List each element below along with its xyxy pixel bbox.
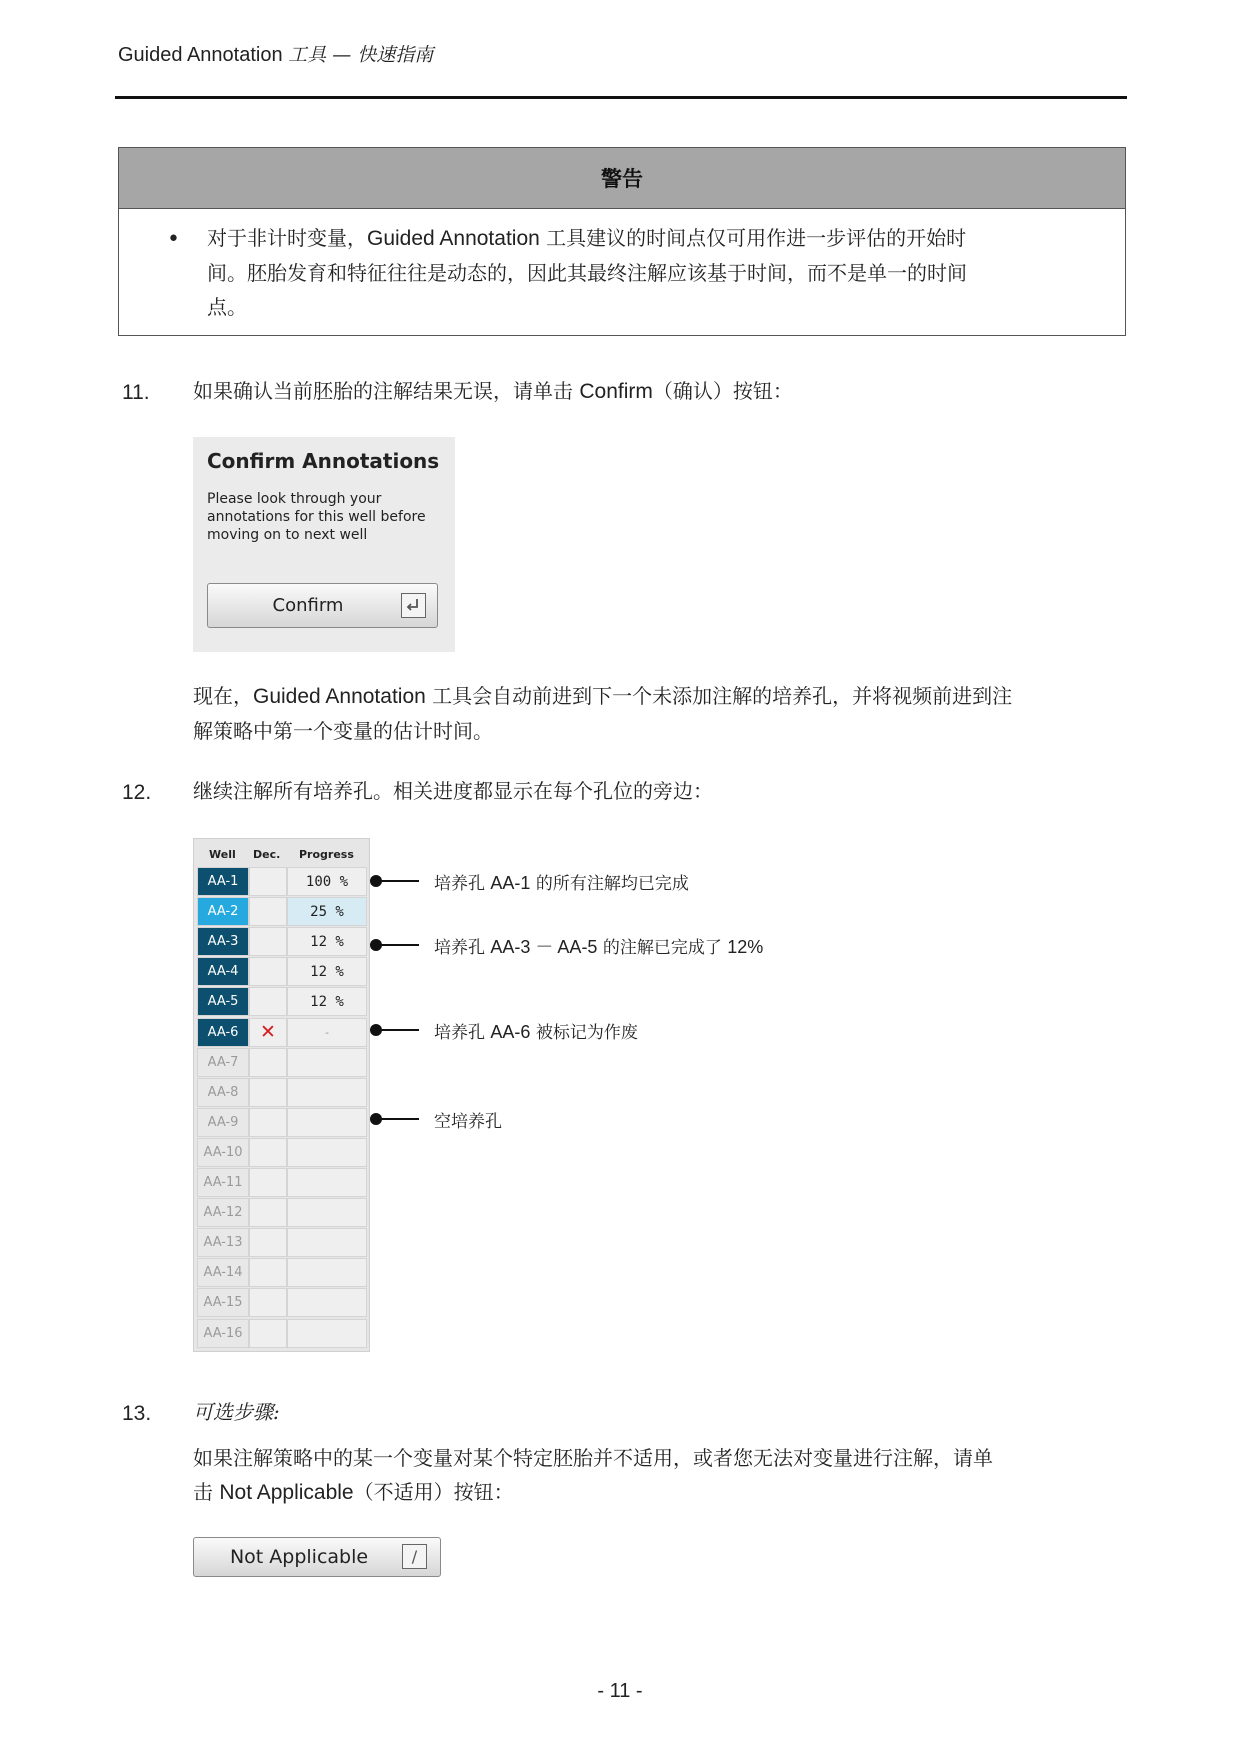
callout-aa6-discarded: 培养孔 AA-6 被标记为作废 <box>434 1022 638 1043</box>
progress-cell <box>287 1319 367 1348</box>
step-12-text: 继续注解所有培养孔。相关进度都显示在每个孔位的旁边： <box>193 779 713 803</box>
well-id-cell: AA-12 <box>197 1198 249 1227</box>
well-id-cell: AA-2 <box>197 897 249 926</box>
well-id-cell: AA-9 <box>197 1108 249 1137</box>
warning-line-1: 对于非计时变量，Guided Annotation 工具建议的时间点仅可用作进一步评估的开始时 <box>207 226 967 250</box>
well-id-cell: AA-10 <box>197 1138 249 1167</box>
well-id-cell: AA-14 <box>197 1258 249 1287</box>
callout-empty-wells: 空培养孔 <box>434 1112 502 1132</box>
dec-cell <box>249 867 287 896</box>
warning-body <box>119 209 1125 324</box>
dec-cell <box>249 1319 287 1348</box>
dec-cell <box>249 987 287 1016</box>
well-id-cell: AA-5 <box>197 987 249 1016</box>
well-row[interactable] <box>197 1018 367 1047</box>
dec-cell <box>249 957 287 986</box>
dec-cell <box>249 1138 287 1167</box>
well-row[interactable] <box>197 927 367 956</box>
dec-cell <box>249 1258 287 1287</box>
well-row[interactable] <box>197 1288 367 1317</box>
callout-aa1-complete: 培养孔 AA-1 的所有注解均已完成 <box>434 873 689 894</box>
warning-line-3: 点。 <box>207 295 247 319</box>
progress-cell: 12 % <box>287 987 367 1016</box>
column-header-progress: Progress <box>299 848 354 861</box>
dec-cell <box>249 897 287 926</box>
confirm-annotations-panel <box>193 437 455 652</box>
header-rule <box>115 96 1127 99</box>
progress-cell: 12 % <box>287 957 367 986</box>
not-applicable-button[interactable] <box>193 1537 441 1577</box>
progress-cell <box>287 1228 367 1257</box>
dec-cell <box>249 1048 287 1077</box>
progress-cell <box>287 1258 367 1287</box>
slash-key-icon: / <box>402 1544 427 1569</box>
dec-cell <box>249 1168 287 1197</box>
confirm-panel-title: Confirm Annotations <box>207 449 440 473</box>
progress-cell <box>287 1138 367 1167</box>
confirm-panel-description: Please look through your annotations for this well before moving on to next well <box>207 491 426 543</box>
well-row[interactable] <box>197 867 367 896</box>
well-row[interactable] <box>197 897 367 926</box>
callout-line <box>376 944 419 946</box>
discarded-x-icon: ✕ <box>249 1018 287 1047</box>
dec-cell <box>249 1288 287 1317</box>
step-12-number: 12. <box>122 781 152 804</box>
enter-key-icon <box>401 593 426 618</box>
confirm-button[interactable] <box>207 583 438 628</box>
step-13-text: 如果注解策略中的某一个变量对某个特定胚胎并不适用，或者您无法对变量进行注解，请单 击 Not Applicable（不适用）按钮： <box>193 1446 993 1504</box>
step-13-number: 13. <box>122 1402 152 1425</box>
callout-line <box>376 880 419 882</box>
column-header-well: Well <box>209 848 236 861</box>
well-id-cell: AA-6 <box>197 1018 249 1047</box>
page-number: - 11 - <box>597 1680 643 1702</box>
well-id-cell: AA-13 <box>197 1228 249 1257</box>
well-row[interactable] <box>197 1108 367 1137</box>
well-id-cell: AA-7 <box>197 1048 249 1077</box>
progress-cell <box>287 1078 367 1107</box>
well-id-cell: AA-8 <box>197 1078 249 1107</box>
well-row[interactable] <box>197 1048 367 1077</box>
well-row[interactable] <box>197 1198 367 1227</box>
progress-cell <box>287 1108 367 1137</box>
well-row[interactable] <box>197 1228 367 1257</box>
well-row[interactable] <box>197 957 367 986</box>
confirm-button-label: Confirm <box>272 595 344 616</box>
dec-cell <box>249 927 287 956</box>
progress-cell <box>287 1198 367 1227</box>
warning-line-2: 间。胚胎发育和特征往往是动态的，因此其最终注解应该基于时间，而不是单一的时间 <box>207 261 967 285</box>
progress-cell <box>287 1048 367 1077</box>
warning-heading: 警告 <box>119 148 1125 209</box>
step-11-number: 11. <box>122 381 150 404</box>
dec-cell <box>249 1198 287 1227</box>
warning-box <box>118 147 1126 336</box>
callout-aa3-aa5-progress: 培养孔 AA-3 － AA-5 的注解已完成了 12% <box>434 937 764 958</box>
well-progress-table <box>193 838 370 1352</box>
callout-line <box>376 1029 419 1031</box>
progress-cell: 100 % <box>287 867 367 896</box>
step-11-text: 如果确认当前胚胎的注解结果无误，请单击 Confirm（确认）按钮： <box>193 379 793 403</box>
bullet-icon: • <box>167 227 180 252</box>
dec-cell <box>249 1078 287 1107</box>
header-title-zh: 工具 — 快速指南 <box>288 44 434 66</box>
well-row[interactable] <box>197 1258 367 1287</box>
well-row[interactable] <box>197 1168 367 1197</box>
well-row[interactable] <box>197 1138 367 1167</box>
page-header <box>118 40 433 67</box>
dec-cell <box>249 1228 287 1257</box>
dec-cell <box>249 1108 287 1137</box>
callout-line <box>376 1118 419 1120</box>
well-row[interactable] <box>197 1319 367 1348</box>
well-id-cell: AA-1 <box>197 867 249 896</box>
progress-cell: 25 % <box>287 897 367 926</box>
well-id-cell: AA-11 <box>197 1168 249 1197</box>
progress-cell: 12 % <box>287 927 367 956</box>
well-id-cell: AA-4 <box>197 957 249 986</box>
column-header-dec: Dec. <box>253 848 281 861</box>
well-row[interactable] <box>197 1078 367 1107</box>
well-id-cell: AA-16 <box>197 1319 249 1348</box>
step-13-label: 可选步骤: <box>193 1400 280 1424</box>
progress-cell: - <box>287 1018 367 1047</box>
progress-cell <box>287 1288 367 1317</box>
not-applicable-label: Not Applicable <box>229 1546 369 1568</box>
well-id-cell: AA-3 <box>197 927 249 956</box>
progress-cell <box>287 1168 367 1197</box>
header-title-en: Guided Annotation <box>118 44 283 66</box>
well-id-cell: AA-15 <box>197 1288 249 1317</box>
after-confirm-text: 现在，Guided Annotation 工具会自动前进到下一个未添加注解的培养孔，并将视频前进到注 解策略中第一个变量的估计时间。 <box>193 684 1013 743</box>
well-row[interactable] <box>197 987 367 1016</box>
